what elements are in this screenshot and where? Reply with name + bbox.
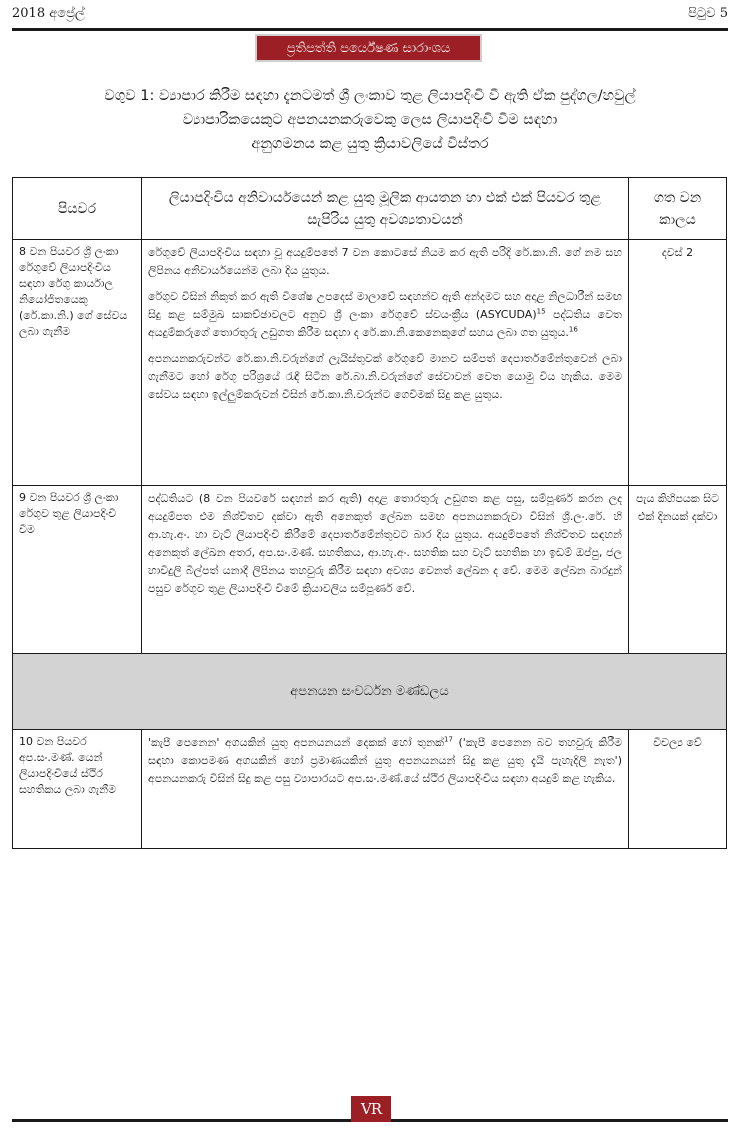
header-step: පියවර: [13, 178, 142, 240]
table-header-row: [13, 178, 727, 240]
section-row: [13, 654, 727, 730]
title-line-1: වගුව 1: ව්‍යාපාර කිරීම සඳහා දැනටමත් ශ්‍රී ලංකාව තුළ ලියාපදිංචි වී ඇති ඒක පුද්ගල/හවුල්: [104, 88, 636, 104]
time-cell: විචල්‍ය වේ: [629, 730, 727, 849]
paragraph-text: 'කැපී පෙනෙන' අගයකින් යුතු අපනයනයන් දෙකක් හෝ තුනක්: [148, 736, 444, 749]
title-line-2: ව්‍යාපාරිකයෙකුට අපනයනකරුවෙකු ලෙස ලියාපදිංචි වීම සඳහා: [182, 112, 558, 128]
time-cell: දවස් 2: [629, 240, 727, 486]
table-row: [13, 240, 727, 486]
requirement-paragraph: රේගුවේ ලියාපදිංචිය සඳහා වූ අයදුම්පතේ 7 වන කොටසේ නියම කර ඇති පරිදි රේ.කා.නි. ගේ නම සහ ලිපිනය අනිවාර්යයෙන්ම ලබා දිය යුතුය.: [148, 246, 622, 277]
requirement-paragraph: අපනයනකරුවන්ට රේ.කා.නි.වරුන්ගේ ලැයිස්තුවක් රේගුවේ මානව සම්පත් දෙපාර්තමේන්තුවෙන් ලබා ගැනීමට හෝ රේගු පරිශ්‍රයේ රැඳී සිටින රේ.බා.නි.වරුන්ගේ සේවාවන් වෙත යොමු විය හැකිය. මෙම සේවය සඳහා ඉල්ලුම්කරුවන් විසින් රේ.කා.නි.වරුන්ට ගෙවීමක් සිදු කළ යුතුය.: [148, 352, 622, 401]
footnote-ref: 17: [443, 735, 453, 744]
issue-date: 2018 අප්‍රේල්: [12, 6, 85, 21]
table-row: [13, 730, 727, 849]
time-cell: පැය කිහිපයක සිට එක් දිනයක් දක්වා: [629, 486, 727, 654]
top-rule: [12, 28, 728, 31]
header-requirement: ලියාපදිංචිය අනිවාර්යයෙන් කළ යුතු මූලික ආයතන හා එක් එක් පියවර තුළ සැපිරිය යුතු අවශ්‍යතාවයන්: [142, 178, 629, 240]
title-line-3: අනුගමනය කළ යුතු ක්‍රියාවලියේ විස්තර: [251, 136, 489, 152]
page-number: පිටුව 5: [688, 6, 728, 21]
requirement-paragraph: [148, 288, 622, 342]
step-cell: 10 වන පියවර අප.සං.මණ්. යෙන් ලියාපදිංචියේ ස්ථිර සහතිකය ලබා ගැනීම: [13, 730, 142, 849]
paragraph-text: පද්ධතිය වෙත අයදුම්කරුගේ තොරතුරු උඩුගත කිරීම සඳහා ද රේ.කා.නි.කෙනෙකුගේ සහය ලබා ගත යුතුය.: [148, 308, 622, 339]
publisher-logo: VR: [351, 1096, 391, 1122]
requirement-paragraph: [148, 734, 622, 788]
table-row: [13, 486, 727, 654]
header-time: ගත වන කාලය: [629, 178, 727, 240]
paragraph-text: රේගුව විසින් නිකුත් කර ඇති විශේෂ උපදෙස් මාලාවේ සඳහන්ව ඇති අන්දමට සහ අදාළ නිලධාරීන් සමඟ සිදු කළ සම්මුඛ සාකච්ඡාවලට අනුව ශ්‍රී ලංකා රේගුවේ ස්වයංක්‍රීය (ASYCUDA): [148, 290, 622, 321]
requirement-paragraph: පද්ධතියට (8 වන පියවරේ සඳහන් කර ඇති) අදාළ තොරතුරු උඩුගත කළ පසු, සම්පූර්ණ කරන ලද අයදුම්පත එම නිශ්චිතව දක්වා ඇති අනෙකුත් ලේඛන සමඟ අපනයනකරුවා විසින් ශ්‍රී.ලං.රේ. හි ආ.හැ.අං. හා වැට් ලියාපදිංචි කිරීමේ දෙපාර්තමේන්තුවට බාර දිය යුතුය. අයදුම්පතේ නිශ්චිතව සඳහන් අනෙකුත් ලේඛන අතර, අප.සං.මණ්. සහතිකය, ආ.හැ.අං. සහතික සහ වැට් සහතික හා ඉඩම් ඔප්පු, ජල හාවිදුලි බිල්පත් යනාදී ලිපිනය තහවුරු කිරීම සඳහා අවශ්‍ය වෙනත් ලේඛන ද වේ. මෙම ලේඛන බාරදුන් පසුව රේගුව තුළ ලියාපදිංචි වීමේ ක්‍රියාවලිය සම්පූර්ණ වේ.: [148, 492, 622, 595]
requirement-cell: [142, 486, 629, 654]
paragraph-text: ('කැපී පෙනෙන බව තහවුරු කිරීම සඳහා කොපමණ අගයකින් හෝ ප්‍රමාණයකින් යුතු අපනයනයන් සිදු කළ යුතු දැයි පැහැදිලි නැත') අපනයනකරු විසින් සිදු කළ පසු ව්‍යාපාරයට අප.සං.මණ්.යේ ස්ථිර ලියාපදිංචිය සඳහා අයදුම් කළ හැකිය.: [148, 736, 622, 785]
footnote-ref: 15: [536, 307, 546, 316]
table-title: [30, 84, 710, 156]
section-label: අපනයන සංවර්ධන මණ්ඩලය: [13, 654, 727, 730]
footnote-ref: 16: [568, 325, 578, 334]
requirement-cell: [142, 240, 629, 486]
step-cell: 8 වන පියවර ශ්‍රී ලංකා රේගුවේ ලියාපදිංචිය සඳහා රේගු කාර්යාල නියෝජිතයෙකු (රේ.කා.නි.) ගේ සේවය ලබා ගැනීම: [13, 240, 142, 486]
process-table: [12, 177, 727, 849]
requirement-cell: [142, 730, 629, 849]
section-banner: [255, 34, 482, 62]
banner-label: ප්‍රතිපත්ති පර්යේෂණ සාරාංශය: [286, 40, 451, 56]
step-cell: 9 වන පියවර ශ්‍රී ලංකා රේගුව තුළ ලියාපදිංචි වීම: [13, 486, 142, 654]
